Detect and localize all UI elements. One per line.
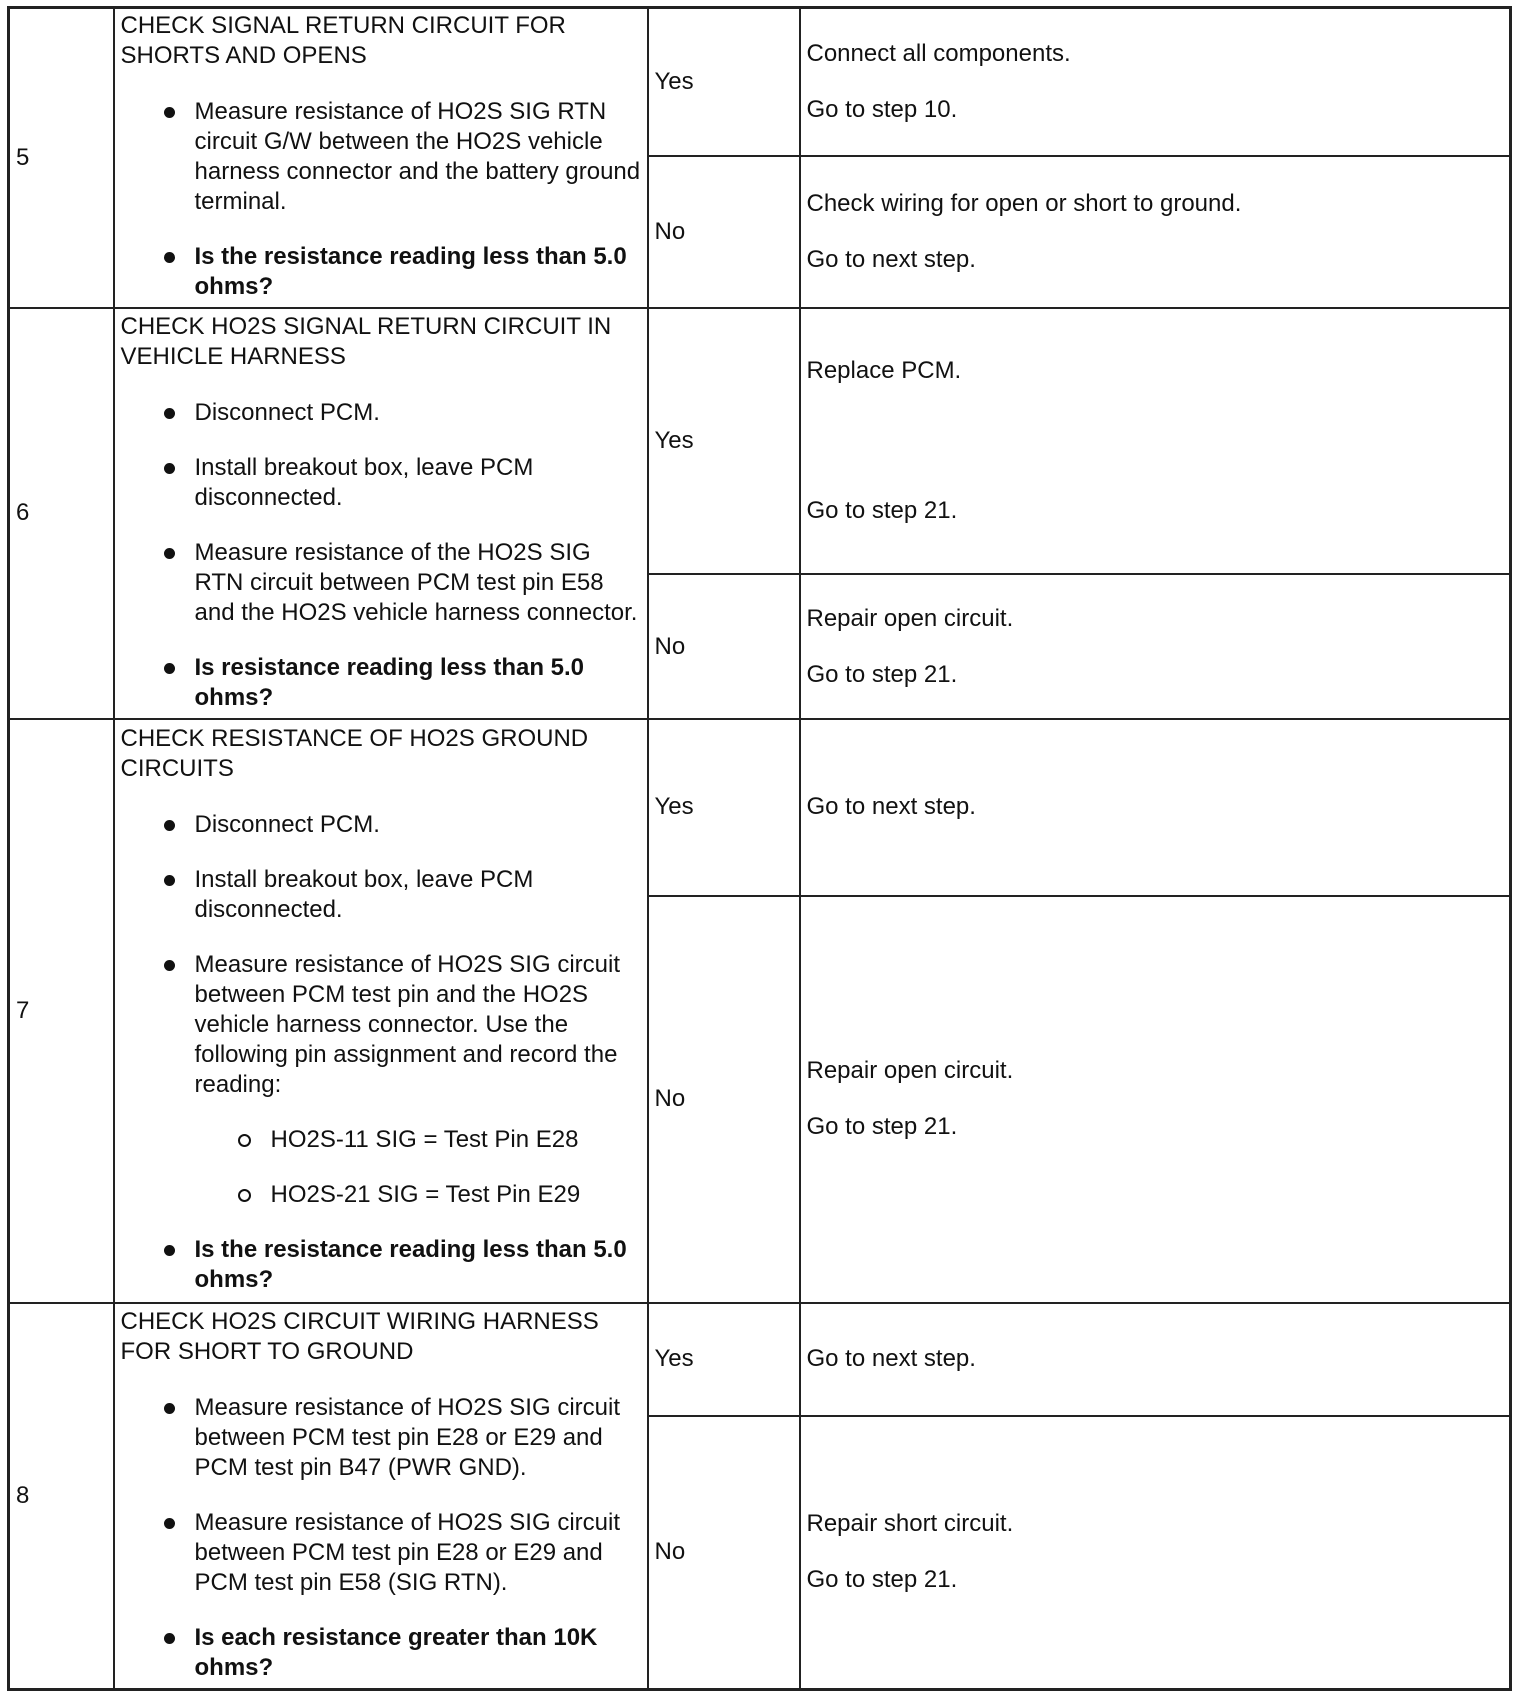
outcome-line: Check wiring for open or short to ground. [806, 190, 1242, 218]
action-item: Measure resistance of HO2S SIG circuit between PCM test pin E28 or E29 and PCM test pin E58 (SIG RTN). [195, 1508, 641, 1598]
step-action-cell [114, 719, 648, 1303]
step-number: 8 [9, 1303, 114, 1690]
pin-assignment-item: HO2S-21 SIG = Test Pin E29 [271, 1180, 641, 1210]
action-list [121, 97, 641, 302]
outcome-yes [800, 719, 1511, 896]
outcome-no [800, 896, 1511, 1303]
step-question: Is resistance reading less than 5.0 ohms? [195, 653, 641, 713]
step-number: 6 [9, 308, 114, 719]
outcome-goto: Go to next step. [806, 246, 976, 274]
result-yes: Yes [648, 8, 800, 157]
outcome-line: Connect all components. [806, 40, 1071, 68]
step-title: CHECK RESISTANCE OF HO2S GROUND CIRCUITS [120, 725, 589, 783]
outcome-goto: Go to next step. [806, 793, 976, 821]
outcome-no [800, 574, 1511, 719]
result-no: No [648, 156, 800, 307]
outcome-yes [800, 308, 1511, 575]
step-5-yes-row [9, 8, 1511, 157]
step-action-cell [114, 1303, 648, 1690]
step-8-yes-row [9, 1303, 1511, 1416]
outcome-goto: Go to step 21. [806, 1113, 958, 1141]
action-item: Disconnect PCM. [195, 810, 641, 840]
step-action-cell [114, 308, 648, 719]
outcome-line: Repair open circuit. [806, 1057, 1014, 1085]
outcome-line: Repair open circuit. [806, 604, 1014, 632]
step-6-yes-row [9, 308, 1511, 575]
result-no: No [648, 1416, 800, 1690]
action-item: Measure resistance of the HO2S SIG RTN circuit between PCM test pin E58 and the HO2S vehicle harness connector. [195, 538, 641, 628]
action-item: Measure resistance of HO2S SIG circuit between PCM test pin E28 or E29 and PCM test pin B47 (PWR GND). [195, 1393, 641, 1483]
outcome-line: Repair short circuit. [806, 1510, 1014, 1538]
outcome-line: Replace PCM. [806, 356, 962, 384]
diagnostic-table [7, 6, 1512, 1691]
step-question: Is the resistance reading less than 5.0 ohms? [195, 1235, 641, 1295]
result-yes: Yes [648, 308, 800, 575]
step-action-cell [114, 8, 648, 308]
result-no: No [648, 896, 800, 1303]
action-item [195, 950, 641, 1210]
pin-assignment-item: HO2S-11 SIG = Test Pin E28 [271, 1125, 641, 1155]
result-yes: Yes [648, 1303, 800, 1416]
step-title: CHECK SIGNAL RETURN CIRCUIT FOR SHORTS AND OPENS [120, 12, 566, 70]
action-list [121, 398, 641, 713]
outcome-goto: Go to step 21. [806, 1566, 958, 1594]
step-number: 5 [9, 8, 114, 308]
result-no: No [648, 574, 800, 719]
outcome-goto: Go to step 10. [806, 96, 958, 124]
step-question: Is the resistance reading less than 5.0 ohms? [195, 242, 641, 302]
action-item: Install breakout box, leave PCM disconnected. [195, 453, 641, 513]
outcome-goto: Go to next step. [806, 1345, 976, 1373]
action-item: Disconnect PCM. [195, 398, 641, 428]
step-question: Is each resistance greater than 10K ohms? [195, 1623, 641, 1683]
step-number: 7 [9, 719, 114, 1303]
action-item-text: Measure resistance of HO2S SIG circuit between PCM test pin and the HO2S vehicle harness connector. Use the following pin assignment and record the reading: [194, 951, 620, 1099]
step-7-yes-row [9, 719, 1511, 896]
step-title: CHECK HO2S CIRCUIT WIRING HARNESS FOR SHORT TO GROUND [120, 1307, 599, 1365]
outcome-no [800, 1416, 1511, 1690]
outcome-yes [800, 8, 1511, 157]
step-title: CHECK HO2S SIGNAL RETURN CIRCUIT IN VEHICLE HARNESS [120, 312, 612, 370]
outcome-no [800, 156, 1511, 307]
action-list [121, 1393, 641, 1683]
outcome-yes [800, 1303, 1511, 1416]
action-item: Install breakout box, leave PCM disconnected. [195, 865, 641, 925]
result-yes: Yes [648, 719, 800, 896]
action-list [121, 810, 641, 1295]
action-item: Measure resistance of HO2S SIG RTN circuit G/W between the HO2S vehicle harness connector and the battery ground terminal. [194, 98, 641, 216]
outcome-goto: Go to step 21. [806, 660, 958, 688]
outcome-goto: Go to step 21. [806, 496, 958, 524]
pin-assignment-list [195, 1125, 641, 1210]
